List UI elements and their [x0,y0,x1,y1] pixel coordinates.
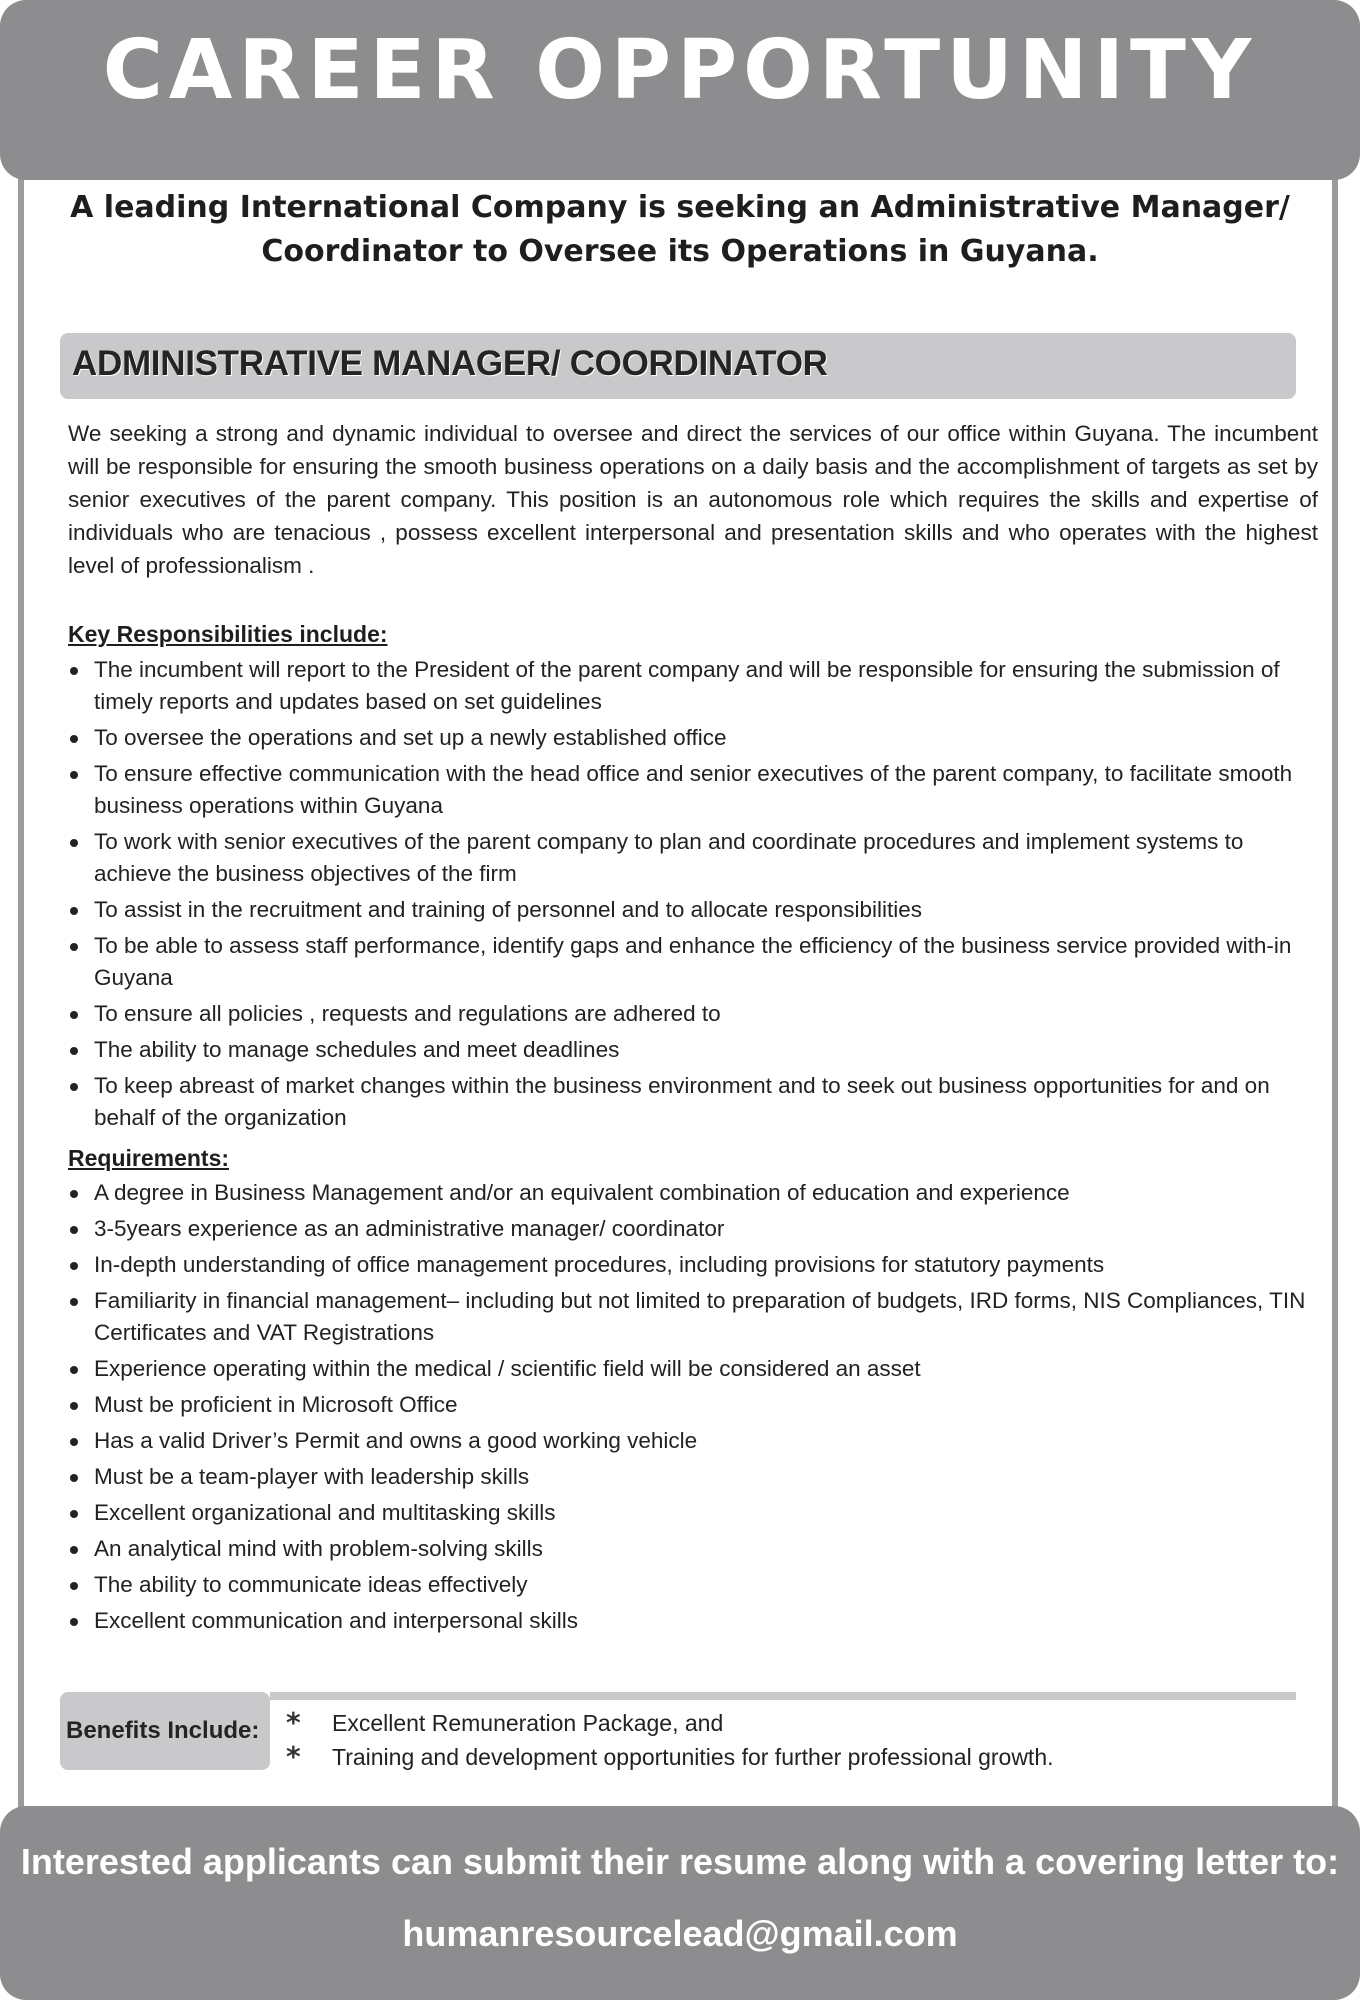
bullet-icon [70,1510,78,1518]
bullet-icon [70,943,78,951]
list-item: Has a valid Driver’s Permit and owns a good working vehicle [68,1425,1318,1457]
bullet-icon [70,1190,78,1198]
bullet-icon [70,1083,78,1091]
asterisk-icon: * [286,1706,301,1739]
bullet-icon [70,667,78,675]
list-item: To oversee the operations and set up a newly established office [68,722,1318,754]
bullet-icon [70,1226,78,1234]
list-item: In-depth understanding of office management procedures, including provisions for statutory payments [68,1249,1318,1281]
bullet-icon [70,1011,78,1019]
asterisk-icon: * [286,1740,301,1773]
footer-band [0,1806,1360,2000]
bullet-icon [70,907,78,915]
page-title: CAREER OPPORTUNITY [102,23,1258,118]
requirements-heading: Requirements: [68,1145,230,1171]
bullet-icon [70,1402,78,1410]
benefits-label: Benefits Include: [66,1717,260,1744]
list-item: To be able to assess staff performance, identify gaps and enhance the efficiency of the business service provided with-in Guyana [68,930,1318,994]
bullet-icon [70,1298,78,1306]
list-item: Excellent communication and interpersonal skills [68,1605,1318,1637]
benefits-list [286,1706,1286,1774]
bullet-icon [70,735,78,743]
list-item: Excellent organizational and multitasking skills [68,1497,1318,1529]
list-item: To assist in the recruitment and training of personnel and to allocate responsibilities [68,894,1318,926]
intro-statement: A leading International Company is seeking an Administrative Manager/ Coordinator to Oversee its Operations in Guyana. [70,190,1290,269]
application-instruction: Interested applicants can submit their resume along with a covering letter to: [20,1841,1340,1882]
list-item: Experience operating within the medical / scientific field will be considered an asset [68,1353,1318,1385]
list-item: * Excellent Remuneration Package, and [286,1706,724,1739]
bullet-icon [70,1618,78,1626]
list-item: To ensure all policies , requests and regulations are adhered to [68,998,1318,1030]
requirements-list [68,1177,1318,1641]
list-item: * Training and development opportunities for further professional growth. [286,1740,1054,1773]
bullet-icon [70,839,78,847]
list-item: To keep abreast of market changes within the business environment and to seek out business opportunities for and on behalf of the organization [68,1070,1318,1134]
frame-right-border [1332,150,1338,1810]
bullet-icon [70,1047,78,1055]
bullet-icon [70,771,78,779]
frame-left-border [18,150,24,1810]
bullet-icon [70,1474,78,1482]
list-item: Familiarity in financial management– including but not limited to preparation of budgets, IRD forms, NIS Compliances, TIN Certificates and VAT Registrations [68,1285,1318,1349]
benefits-divider [270,1692,1296,1700]
bullet-icon [70,1546,78,1554]
bullet-icon [70,1438,78,1446]
list-item: The incumbent will report to the President of the parent company and will be responsible for ensuring the submission of timely reports and updates based on set guidelines [68,654,1318,718]
list-item: 3-5years experience as an administrative manager/ coordinator [68,1213,1318,1245]
bullet-icon [70,1366,78,1374]
list-item: The ability to communicate ideas effectively [68,1569,1318,1601]
bullet-icon [70,1582,78,1590]
list-item: Must be a team-player with leadership skills [68,1461,1318,1493]
responsibilities-heading: Key Responsibilities include: [68,621,388,647]
list-item: An analytical mind with problem-solving skills [68,1533,1318,1565]
list-item: A degree in Business Management and/or an equivalent combination of education and experience [68,1177,1318,1209]
position-title: ADMINISTRATIVE MANAGER/ COORDINATOR [72,344,828,383]
bullet-icon [70,1262,78,1270]
list-item: To work with senior executives of the parent company to plan and coordinate procedures and implement systems to achieve the business objectives of the firm [68,826,1318,890]
list-item: To ensure effective communication with the head office and senior executives of the parent company, to facilitate smooth business operations within Guyana [68,758,1318,822]
list-item: Must be proficient in Microsoft Office [68,1389,1318,1421]
position-summary: We seeking a strong and dynamic individual to oversee and direct the services of our office within Guyana. The incumbent will be responsible for ensuring the smooth business operations on a daily basis and the accomplishment of targets as set by senior executives of the parent company. This position is an autonomous role which requires the skills and expertise of individuals who are tenacious , possess excellent interpersonal and presentation skills and who operates with the highest level of professionalism . [68,421,1318,578]
contact-email[interactable]: humanresourcelead@gmail.com [402,1913,958,1954]
responsibilities-list [68,654,1318,1138]
list-item: The ability to manage schedules and meet deadlines [68,1034,1318,1066]
